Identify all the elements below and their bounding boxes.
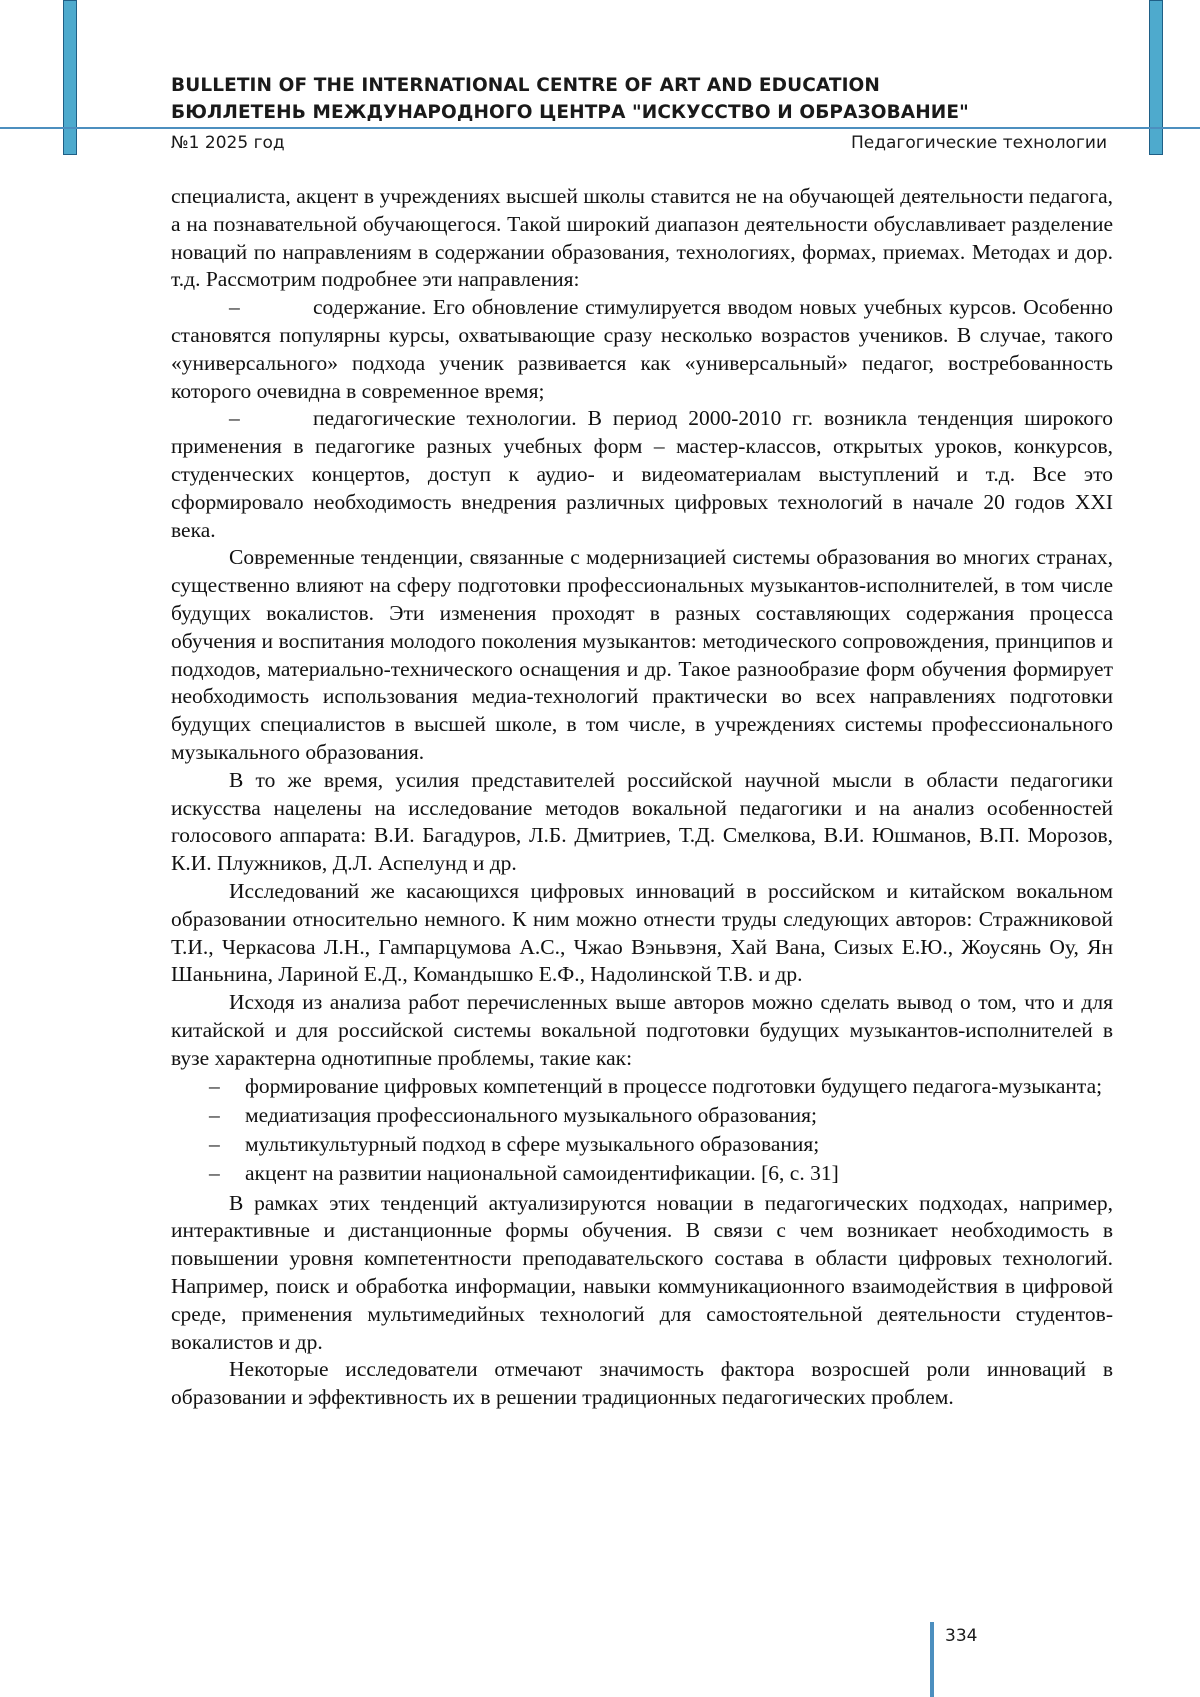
dash-item-technologies — [171, 405, 1113, 544]
paragraph: В рамках этих тенденций актуализируются новации в педагогических подходах, например, интерактивные и дистанционные формы обучения. В связи с чем возникает необходимость в повышении уровня компетентности преподавательского состава в области цифровых технологий. Например, поиск и обработка информации, навыки коммуникационного взаимодействия в цифровой среде, применения мультимедийных технологий для самостоятельной деятельности студентов-вокалистов и др. — [171, 1190, 1113, 1354]
journal-title — [171, 72, 1171, 126]
paragraph: Некоторые исследователи отмечают значимость фактора возросшей роли инноваций в образовании и эффективность их в решении традиционных педагогических проблем. — [171, 1357, 1113, 1410]
page-number-rule — [930, 1622, 934, 1697]
list-item-text: медиатизация профессионального музыкального образования; — [245, 1102, 818, 1127]
dash-mark: – — [229, 295, 240, 320]
list-dash: – — [209, 1102, 220, 1127]
dash-item-text: содержание. Его обновление стимулируется вводом новых учебных курсов. Особенно становятся популярны курсы, охватывающие сразу несколько возрастов учеников. В случае, такого «универсального» подхода ученик развивается как «универсальный» педагог, востребованность которого очевидна в современное время; — [171, 295, 1113, 403]
paragraph: специалиста, акцент в учреждениях высшей школы ставится не на обучающей деятельности педагога, а на познавательной обучающегося. Такой широкий диапазон деятельности обуславливает разделение новаций по направлениям в содержании образования, технологиях, формах, приемах. Методах и дор. т.д. Рассмотрим подробнее эти направления: — [171, 184, 1113, 292]
list-item — [171, 1131, 1113, 1159]
list-item-text: формирование цифровых компетенций в процессе подготовки будущего педагога-музыканта; — [245, 1073, 1103, 1098]
article-body — [171, 183, 1113, 1412]
paragraph: Современные тенденции, связанные с модернизацией системы образования во многих странах, существенно влияют на сферу подготовки профессиональных музыкантов-исполнителей, в том числе будущих вокалистов. Эти изменения проходят в разных составляющих содержания процесса обучения и воспитания молодого поколения музыкантов: методического сопровождения, принципов и подходов, материально-технического оснащения и др. Такое разнообразие форм обучения формирует необходимость использования медиа-технологий практически во всех направлениях подготовки будущих специалистов в высшей школе, в том числе, в учреждениях системы профессионального музыкального образования. — [171, 545, 1113, 764]
page-number: 334 — [945, 1626, 978, 1646]
header-rule — [0, 127, 1200, 129]
list-item — [171, 1073, 1113, 1101]
journal-title-en: BULLETIN OF THE INTERNATIONAL CENTRE OF ART AND EDUCATION — [171, 75, 880, 96]
list-dash: – — [209, 1132, 220, 1157]
list-dash: – — [209, 1161, 220, 1186]
list-item-text: акцент на развитии национальной самоидентификации. [6, с. 31] — [245, 1161, 839, 1186]
issue-number: №1 2025 год — [171, 133, 285, 153]
paragraph: В то же время, усилия представителей российской научной мысли в области педагогики искусства нацелены на исследование методов вокальной педагогики и на анализ особенностей голосового аппарата: В.И. Багадуров, Л.Б. Дмитриев, Т.Д. Смелкова, В.И. Юшманов, В.П. Морозов, К.И. Плужников, Д.Л. Аспелунд и др. — [171, 767, 1113, 876]
section-title: Педагогические технологии — [851, 133, 1107, 153]
dash-mark: – — [229, 406, 240, 431]
list-item-text: мультикультурный подход в сфере музыкального образования; — [245, 1132, 820, 1157]
paragraph: Исследований же касающихся цифровых инноваций в российском и китайском вокальном образовании относительно немного. К ним можно отнести труды следующих авторов: Стражниковой Т.И., Черкасова Л.Н., Гампарцумова А.С., Чжао Вэньвэня, Хай Вана, Сизых Е.Ю., Жоусянь Оу, Ян Шаньнина, Лариной Е.Д., Командышко Е.Ф., Надолинской Т.В. и др. — [171, 878, 1113, 987]
problems-list — [171, 1073, 1113, 1189]
list-dash: – — [209, 1073, 220, 1098]
dash-item-text: педагогические технологии. В период 2000-2010 гг. возникла тенденция широкого применения в педагогике разных учебных форм – мастер-классов, открытых уроков, конкурсов, студенческих концертов, доступ к аудио- и видеоматериалам выступлений и т.д. Все это сформировало необходимость внедрения различных цифровых технологий в начале 20 годов XXI века. — [171, 406, 1113, 542]
list-item — [171, 1160, 1113, 1188]
header-left-bar — [63, 0, 77, 155]
paragraph: Исходя из анализа работ перечисленных выше авторов можно сделать вывод о том, что и для китайской и для российской системы вокальной подготовки будущих музыкантов-исполнителей в вузе характерна однотипные проблемы, такие как: — [171, 990, 1113, 1070]
list-item — [171, 1102, 1113, 1130]
journal-title-ru: БЮЛЛЕТЕНЬ МЕЖДУНАРОДНОГО ЦЕНТРА "ИСКУССТВО И ОБРАЗОВАНИЕ" — [171, 102, 969, 123]
dash-item-content — [171, 294, 1113, 405]
